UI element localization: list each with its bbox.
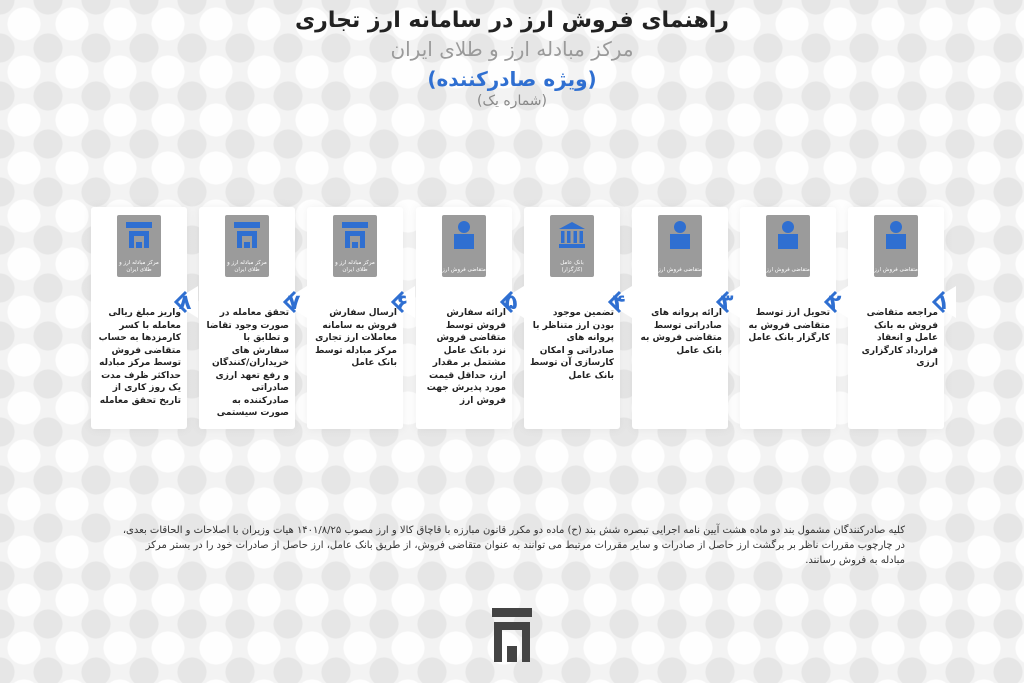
footnote: کلیه صادرکنندگان مشمول بند دو ماده هشت آیین نامه اجرایی تبصره شش بند (ح) ماده دو مکرر قانون مبارزه با قاچاق کالا و ارز مصوب ۱۴۰۱/۸/۲۵ هیات وزیران با اصلاحات و الحاقات بعدی، در چارچوب مقررات ناظر بر برگشت ارز حاصل از صادرات و سایر مقررات مرتبط می توانند به عنوان متقاضی فروش، از طریق بانک عامل، ارز حاصل از صادرات خود را در بستر مرکز مبادله به فروش رسانند. <box>122 525 905 566</box>
step-panel <box>740 207 836 429</box>
step-icon-label: متقاضی فروش ارز <box>874 267 918 273</box>
step-icon-box <box>766 215 810 277</box>
step-icon-box <box>117 215 161 277</box>
step-number-marker <box>822 286 848 318</box>
step-number-marker <box>172 286 198 318</box>
step-description: تضمین موجود بودن ارز متناظر با پروانه های صادراتی و امکان کارسازی آن توسط بانک عامل <box>530 308 614 381</box>
step-number-marker <box>930 286 956 318</box>
step-description: ارسال سفارش فروش به سامانه معاملات ارز تجاری مرکز مبادله توسط بانک عامل <box>315 308 397 368</box>
step-number: ۲ <box>828 290 842 314</box>
step-number: ۶ <box>395 290 409 314</box>
step-icon-label: متقاضی فروش ارز <box>442 267 486 273</box>
step-panel <box>416 207 512 429</box>
person-icon <box>451 215 477 254</box>
step-panel <box>199 207 295 429</box>
edition-number: (شماره یک) <box>477 93 547 109</box>
person-icon <box>883 215 909 254</box>
step-number: ۱ <box>936 290 950 314</box>
step-description: مراجعه متقاضی فروش به بانک عامل و انعقاد قرارداد کارگزاری ارزی <box>861 308 938 368</box>
step-number: ۸ <box>178 290 192 314</box>
step-panel <box>632 207 728 429</box>
step-icon-box <box>442 215 486 277</box>
step-panel <box>307 207 403 429</box>
step-icon-box <box>658 215 702 277</box>
step-number: ۳ <box>720 290 734 314</box>
bank-icon <box>557 215 587 254</box>
step-icon-box <box>333 215 377 277</box>
step-icon-label: متقاضی فروش ارز <box>658 267 702 273</box>
step-icon-box <box>225 215 269 277</box>
step-number-marker <box>714 286 740 318</box>
step-description: واریز مبلغ ریالی معامله با کسر کارمزدها به حساب متقاضی فروش توسط مرکز مبادله حداکثر ظرف مدت یک روز کاری از تاریخ تحقق معامله <box>98 308 181 406</box>
exchange-logo-icon <box>232 215 262 254</box>
step-number-marker <box>389 286 415 318</box>
step-icon-label: مرکز مبادله ارز و طلای ایران <box>119 260 159 273</box>
person-icon <box>667 215 693 254</box>
exchange-logo-icon <box>124 215 154 254</box>
step-number-marker <box>281 286 307 318</box>
step-description: تحویل ارز توسط متقاضی فروش به کارگزار بانک عامل <box>748 308 830 343</box>
audience-label: (ویژه صادرکننده) <box>427 67 597 91</box>
page-title: راهنمای فروش ارز در سامانه ارز تجاری <box>295 8 729 33</box>
step-number: ۷ <box>287 290 301 314</box>
step-description: ارائه سفارش فروش توسط متقاضی فروش نزد بانک عامل مشتمل بر مقدار ارز، حداقل قیمت مورد پذیرش جهت فروش ارز <box>426 308 506 406</box>
header <box>0 6 1024 109</box>
step-number-marker <box>606 286 632 318</box>
step-panel <box>524 207 620 429</box>
step-description: ارائه پروانه های صادراتی توسط متقاضی فروش به بانک عامل <box>640 308 722 356</box>
step-description: تحقق معامله در صورت وجود تقاضا و تطابق با سفارش های خریداران/کنندگان و رفع تعهد ارزی صادراتی صادرکننده به صورت سیستمی <box>206 308 289 418</box>
step-icon-label: مرکز مبادله ارز و طلای ایران <box>335 260 375 273</box>
step-icon-label: مرکز مبادله ارز و طلای ایران <box>227 260 267 273</box>
step-icon-box <box>874 215 918 277</box>
page-subtitle: مرکز مبادله ارز و طلای ایران <box>390 37 634 61</box>
step-icon-label: متقاضی فروش ارز <box>766 267 810 273</box>
step-number-marker <box>498 286 524 318</box>
exchange-logo-icon <box>490 606 534 666</box>
person-icon <box>775 215 801 254</box>
step-number: ۴ <box>612 290 626 314</box>
exchange-logo-icon <box>340 215 370 254</box>
step-panel <box>848 207 944 429</box>
step-icon-box <box>550 215 594 277</box>
step-icon-label: بانک عامل (کارگزار) <box>560 260 584 273</box>
step-panel <box>91 207 187 429</box>
step-number: ۵ <box>504 290 518 314</box>
